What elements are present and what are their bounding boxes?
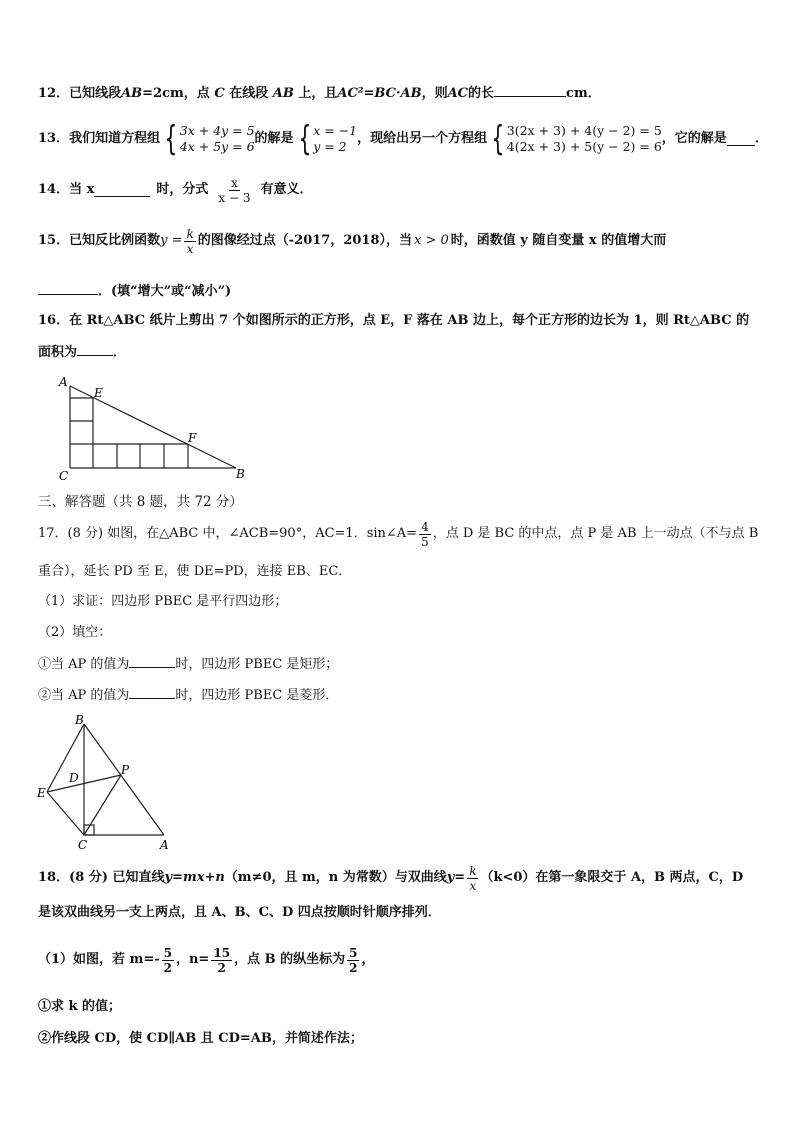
q12-text: 12．已知线段: [38, 86, 122, 101]
q14-text: 时，分式: [156, 182, 209, 197]
q14-text: 14．当 x: [38, 182, 95, 197]
label-a: A: [59, 375, 68, 389]
numerator: 4: [421, 519, 429, 534]
q17-text: ①当 AP 的值为: [38, 657, 130, 672]
q13-text: 13．我们知道方程组: [38, 131, 161, 146]
q12-ac: AC: [447, 86, 469, 101]
q12-condition: AC²=BC·AB: [337, 86, 422, 101]
question-17: [38, 514, 758, 554]
question-16-line2: [38, 343, 126, 362]
equation: 4x + 5y = 6: [179, 139, 255, 154]
q18-text: （1）如图，若 m=-: [38, 952, 160, 967]
label-e: E: [37, 786, 46, 800]
q15-text: ．(填“增大”或“减小”): [98, 284, 232, 299]
side-ec: [47, 792, 84, 835]
fraction: [184, 227, 195, 256]
question-18-step2: ②作线段 CD，使 CD∥AB 且 CD=AB，并简述作法；: [38, 1031, 363, 1046]
fraction: [162, 946, 174, 975]
q13-text: ．: [754, 131, 768, 146]
question-17-part2a: [38, 655, 338, 674]
denominator: 2: [163, 960, 172, 975]
question-12: [38, 84, 601, 103]
q17-text: 时，四边形 PBEC 是菱形．: [175, 688, 339, 703]
question-14: [38, 172, 313, 208]
question-17-line2: 重合），延长 PD 至 E，使 DE=PD，连接 EB、EC．: [38, 564, 352, 579]
equation: 3x + 4y = 5: [179, 123, 255, 138]
fraction: [467, 864, 478, 893]
question-17-part2: （2）填空：: [38, 625, 112, 640]
numerator: 15: [213, 945, 231, 960]
label-f: F: [188, 431, 197, 445]
q18-text: （k<0）在第一象限交于 A，B 两点，C，D: [480, 870, 744, 885]
equation: y = 2: [313, 139, 347, 154]
figure-17-quadrilateral: [34, 712, 184, 852]
q16-text: 面积为: [38, 345, 78, 360]
label-c: C: [78, 838, 88, 852]
equation-system-1: { 3x + 4y = 5 4x + 5y = 6: [164, 119, 255, 159]
answer-blank[interactable]: [129, 655, 175, 668]
q17-text: 时，四边形 PBEC 是矩形；: [175, 657, 339, 672]
q12-ab: AB: [272, 86, 294, 101]
question-18-line2: 是该双曲线另一支上两点，且 A、B、C、D 四点按顺时针顺序排列．: [38, 905, 441, 920]
q13-text: 的解是: [254, 131, 294, 146]
q12-ab: AB: [121, 86, 143, 101]
question-15-line2: [38, 282, 231, 301]
denominator: 2: [217, 960, 226, 975]
q15-text: 15．已知反比例函数: [38, 233, 161, 248]
question-16: [38, 312, 749, 330]
segment-pc: [84, 775, 121, 835]
q12-c: C: [214, 86, 225, 101]
question-17-part1: （1）求证：四边形 PBEC 是平行四边形；: [38, 594, 288, 609]
fraction: [216, 176, 252, 205]
question-18-step1: ①求 k 的值；: [38, 999, 122, 1014]
q18-text: ，: [361, 952, 375, 967]
label-b: B: [75, 713, 84, 727]
q12-text: 在线段: [229, 86, 269, 101]
figure-16-triangle: [56, 374, 256, 484]
answer-blank[interactable]: [494, 84, 566, 97]
q16-text: 16．在 Rt△ABC 纸片上剪出 7 个如图所示的正方形，点 E，F 落在 AB 边上，每个正方形的边长为 1，则 Rt△ABC 的: [38, 313, 750, 328]
question-13: [38, 117, 768, 161]
condition: x > 0: [414, 233, 449, 248]
q18-text: 18．(8 分) 已知直线: [38, 870, 165, 885]
equation: 4(2x + 3) + 5(y − 2) = 6: [506, 139, 662, 154]
function-lhs: y =: [160, 233, 183, 248]
line-equation: y=mx+n: [164, 870, 225, 885]
function-lhs: y=: [446, 870, 466, 885]
answer-blank[interactable]: [38, 282, 98, 295]
answer-blank[interactable]: [77, 343, 113, 356]
denominator: 2: [349, 960, 358, 975]
label-p: P: [121, 763, 130, 777]
question-17-part2b: [38, 686, 338, 705]
q12-unit: cm．: [566, 86, 601, 101]
q13-text: ，现给出另一个方程组: [357, 131, 488, 146]
q15-text: 的图像经过点（-2017，2018），当: [197, 233, 413, 248]
q17-text: 17．(8 分) 如图，在△ABC 中，∠ACB=90°，AC=1．sin∠A=: [38, 526, 418, 541]
q16-text: ．: [113, 345, 127, 360]
label-b: B: [236, 467, 245, 481]
fraction: [347, 946, 359, 975]
label-c: C: [59, 469, 69, 483]
answer-blank[interactable]: [94, 184, 150, 197]
q14-text: 有意义．: [260, 182, 313, 197]
numerator: x: [231, 175, 238, 190]
q12-text: =2cm，点: [142, 86, 210, 101]
q18-text: ，点 B 的纵坐标为: [234, 952, 346, 967]
answer-blank[interactable]: [129, 686, 175, 699]
question-18-part1: [38, 938, 374, 982]
numerator: k: [186, 226, 194, 241]
section-heading: 三、解答题（共 8 题，共 72 分）: [38, 494, 243, 510]
denominator: x − 3: [218, 190, 251, 205]
numerator: k: [469, 863, 477, 878]
answer-blank[interactable]: [727, 133, 755, 146]
q15-text: 时，函数值 y 随自变量 x 的值增大而: [450, 233, 667, 248]
label-d: D: [69, 771, 79, 785]
q18-text: （m≠0，且 m，n 为常数）与双曲线: [224, 870, 447, 885]
side-ab: [84, 724, 164, 835]
fraction: [419, 520, 431, 549]
equation: 3(2x + 3) + 4(y − 2) = 5: [506, 123, 662, 138]
equation: x = −1: [313, 123, 358, 138]
fraction: [211, 946, 232, 975]
label-a: A: [160, 838, 169, 852]
numerator: 5: [163, 945, 172, 960]
q13-text: ，它的解是: [661, 131, 727, 146]
q12-text: 上，且: [298, 86, 338, 101]
q18-text: ，n=: [175, 952, 210, 967]
denominator: x: [186, 241, 194, 256]
equation-system-2: { 3(2x + 3) + 4(y − 2) = 5 4(2x + 3) + 5(y − 2) = 6: [491, 119, 662, 159]
solution-system: { x = −1 y = 2: [297, 119, 358, 159]
question-18: [38, 858, 743, 898]
q12-text: ，则: [421, 86, 448, 101]
label-e: E: [94, 386, 103, 400]
q17-text: ②当 AP 的值为: [38, 688, 130, 703]
question-15: [38, 222, 666, 260]
denominator: 5: [421, 534, 429, 549]
q12-text: 的长: [468, 86, 495, 101]
numerator: 5: [349, 945, 358, 960]
denominator: x: [469, 878, 477, 893]
q17-text: ，点 D 是 BC 的中点，点 P 是 AB 上一动点（不与点 B: [432, 526, 759, 541]
